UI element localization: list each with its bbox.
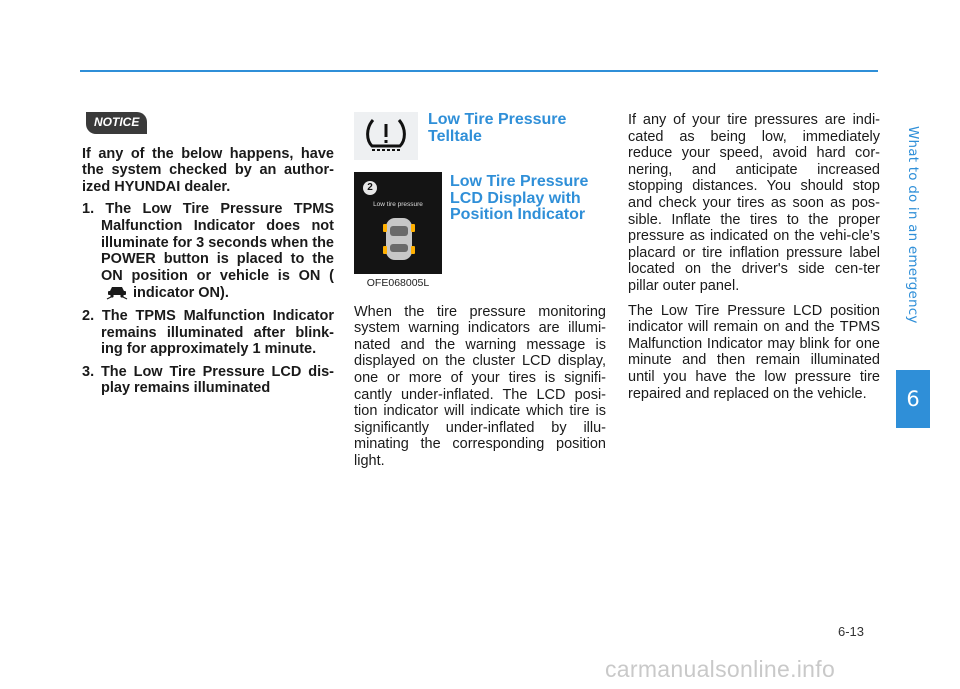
notice-item-1: 1. The Low Tire Pressure TPMS Malfunction Indicator does not illuminate for 3 seconds when the POWER button is placed to the ON position or vehicle is ON (indicator ON). [82, 201, 334, 302]
telltale-heading: Low Tire Pressure Telltale [428, 111, 567, 145]
lcd-heading: Low Tire Pressure LCD Display with Position Indicator [450, 173, 589, 223]
chapter-number-tab: 6 [896, 370, 930, 428]
notice-list [82, 201, 334, 397]
notice-badge: NOTICE [86, 112, 147, 134]
lcd-display-image [354, 172, 442, 274]
notice-item-2: 2. The TPMS Malfunction Indicator remains illuminated after blink-ing for approximately 1 minute. [82, 307, 334, 358]
section-tab-title: What to do in an emergency [905, 126, 921, 324]
low-pressure-action-paragraph: If any of your tire pressures are indi-cated as being low, immediately reduce your speed, avoid hard cor-nering, and anticipate increased stopping distances. You should stop and check your tires as soon as pos-sible. Inflate the tires to the proper pressure as indicated on the vehi-cle’s placard or tire inflation pressure label located on the driver's side cen-ter pillar outer panel. [628, 112, 880, 294]
top-rule [80, 70, 878, 72]
image-code: OFE068005L [366, 277, 430, 289]
lcd-screen-label: Low tire pressure [373, 201, 423, 208]
tpms-car-icon [105, 284, 129, 300]
notice-column [82, 112, 334, 403]
car-top-view-icon [382, 212, 416, 264]
position-indicator-paragraph: The Low Tire Pressure LCD position indicator will remain on and the TPMS Malfunction Indicator may blink for one minute and then remain illuminated until you have the low pressure tire repaired and replaced on the vehicle. [628, 302, 880, 402]
page-number: 6-13 [838, 624, 865, 639]
notice-item-3: 3. The Low Tire Pressure LCD dis-play remains illuminated [82, 363, 334, 397]
warning-explanation-paragraph: When the tire pressure monitoring system warning indicators are illumi-nated and the warning message is displayed on the cluster LCD display, one or more of your tires is signifi-cantly under-inflated. The LCD posi-tion indicator will indicate which tire is significantly under-inflated by illu-minating the corresponding position light. [354, 303, 606, 469]
right-column [628, 112, 880, 402]
telltale-image [354, 112, 418, 160]
telltale-section [354, 112, 606, 160]
watermark: carmanualsonline.info [605, 656, 836, 682]
lcd-image-badge: 2 [363, 181, 377, 195]
lcd-section [354, 172, 606, 292]
tire-pressure-warning-icon [363, 116, 409, 156]
middle-column [354, 112, 606, 470]
notice-intro: If any of the below happens, have the system checked by an author-ized HYUNDAI dealer. [82, 145, 334, 195]
